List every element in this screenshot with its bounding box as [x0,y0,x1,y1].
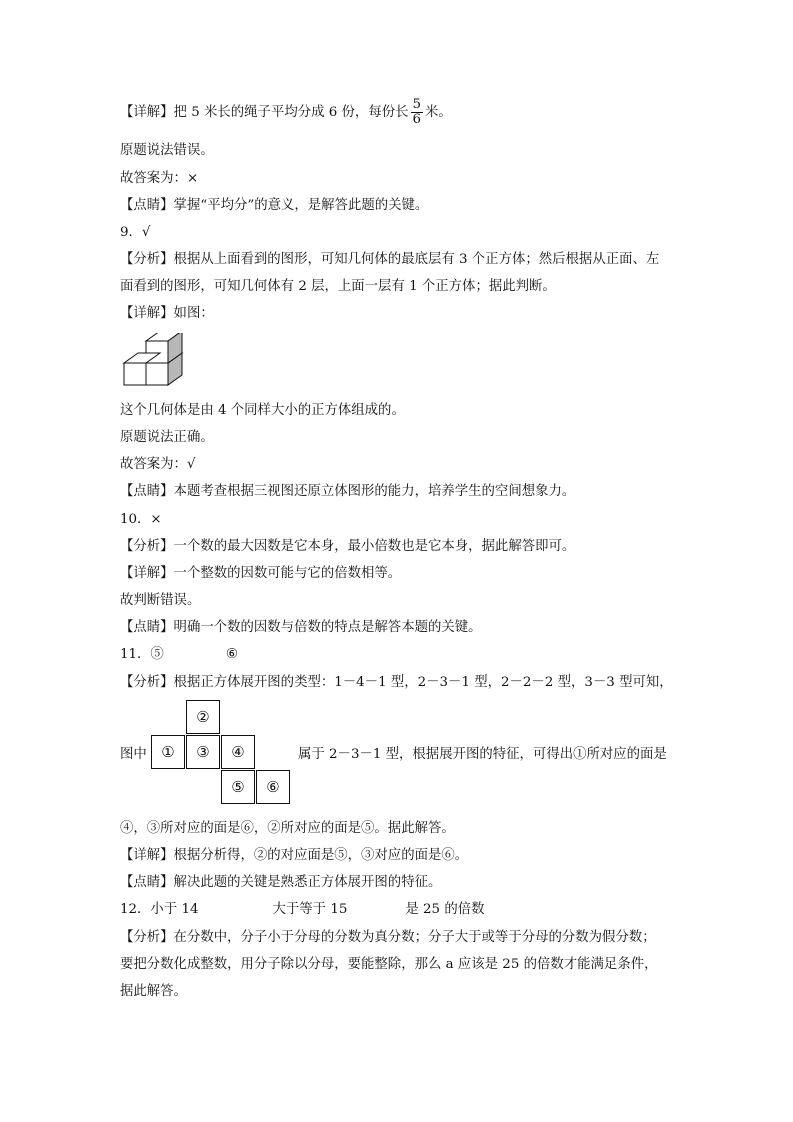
q9-body: 这个几何体是由 4 个同样大小的正方体组成的。 [120,403,405,418]
net-face-2: ② [186,700,220,734]
q11-tip: 【点睛】解决此题的关键是熟悉正方体展开图的特征。 [120,875,442,890]
q8-detail-line [120,98,452,127]
net-face-3: ③ [186,735,220,769]
q9-conclusion: 原题说法正确。 [120,430,214,445]
q12-answer-2: 大于等于 15 [272,902,348,917]
q11-detail: 【详解】根据分析得，②的对应面是⑤，③对应的面是⑥。 [120,848,469,863]
q12-heading [120,901,485,919]
q11-analysis-line-1: 【分析】根据正方体展开图的类型：1－4－1 型，2－3－1 型，2－2－2 型，3－3 型可知， [120,675,673,690]
q11-analysis-line-3: ④，③所对应的面是⑥，②所对应的面是⑤。据此解答。 [120,821,455,836]
q11-figure-suffix: 属于 2－3－1 型，根据展开图的特征，可得出①所对应的面是 [298,747,667,762]
net-face-6: ⑥ [256,770,290,804]
q8-tip: 【点睛】掌握“平均分”的意义，是解答此题的关键。 [120,198,429,213]
q12-analysis-line-2: 要把分数化成整数，用分子除以分母，要能整除，那么 a 应该是 25 的倍数才能满足条件， [120,957,658,972]
q12-analysis-line-1: 【分析】在分数中，分子小于分母的分数为真分数；分子大于或等于分母的分数为假分数； [120,930,656,945]
q11-heading [120,646,238,664]
q9-tip: 【点睛】本题考查根据三视图还原立体图形的能力，培养学生的空间想象力。 [120,484,576,499]
fraction-denominator: 6 [412,112,422,127]
q10-analysis: 【分析】一个数的最大因数是它本身，最小倍数也是它本身，据此解答即可。 [120,539,576,554]
q9-heading: 9．√ [120,225,151,240]
net-face-1: ① [151,735,185,769]
q10-tip: 【点睛】明确一个数的因数与倍数的特点是解答本题的关键。 [120,620,482,635]
fraction-numerator: 5 [412,97,422,112]
q10-conclusion: 故判断错误。 [120,593,201,608]
net-face-5: ⑤ [221,770,255,804]
q10-heading: 10．× [120,512,162,527]
q9-analysis-line-2: 面看到的图形，可知几何体有 2 层，上面一层有 1 个正方体；据此判断。 [120,279,556,294]
q8-conclusion: 原题说法错误。 [120,143,214,158]
q12-answer-1: 12．小于 14 [120,902,199,917]
cube-stack-figure [122,333,188,387]
q8-answer: 故答案为：× [120,171,199,186]
q8-detail-text: 【详解】把 5 米长的绳子平均分成 6 份，每份长 [120,105,409,120]
q9-analysis-line-1: 【分析】根据从上面看到的图形，可知几何体的最底层有 3 个正方体；然后根据从正面、左 [120,252,660,267]
net-face-4: ④ [221,735,255,769]
fraction [411,98,424,127]
q8-detail-unit: 米。 [425,105,452,120]
q11-answer-2: ⑥ [225,647,238,662]
q9-detail: 【详解】如图： [120,306,214,321]
q11-figure-prefix: 图中 [120,747,147,762]
q9-answer: 故答案为：√ [120,457,196,472]
q11-answer-1: 11．⑤ [120,647,164,662]
q12-analysis-line-3: 据此解答。 [120,984,187,999]
q10-detail: 【详解】一个整数的因数可能与它的倍数相等。 [120,566,402,581]
q12-answer-3: 是 25 的倍数 [405,902,485,917]
